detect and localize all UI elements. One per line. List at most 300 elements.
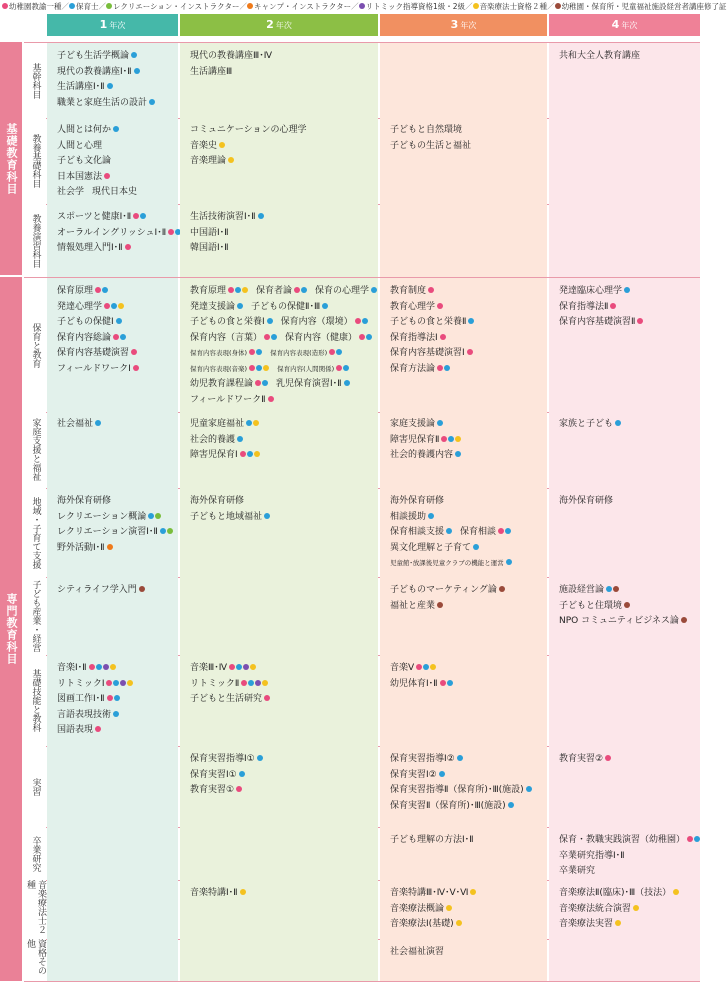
music-therapy-dot-icon [110,664,116,670]
nursery-dot-icon [624,287,630,293]
row-jisshu [24,746,700,828]
course-name: コミュニケーションの心理学 [190,125,307,135]
course-line [190,284,372,300]
course-name: 保育実習Ⅰ② [390,769,437,780]
cell-year-3 [380,939,547,981]
nursery-dot-icon [235,287,241,293]
nursery-dot-icon [256,349,262,355]
nursery-dot-icon [526,786,532,792]
course-line [57,692,172,708]
nursery-dot-icon [428,513,434,519]
legend-item [69,2,99,11]
course-name: 教育心理学 [390,301,436,312]
course-line [390,599,541,615]
childcare-admin-dot-icon [139,586,145,592]
course-line [559,300,694,316]
course-name: 保育方法論 [390,363,436,374]
course-name: 生活講座Ⅲ [190,66,233,77]
course-line [390,494,541,510]
course-name: 海外保育研修 [559,496,614,506]
course-name: 社会学 [57,187,85,197]
row-label: 教養演習科目 [24,204,46,277]
cell-year-2 [180,746,378,827]
nursery-dot-icon [95,420,101,426]
course-line [390,433,541,449]
row-katei-fukushi [24,411,700,489]
course-name: 中国語Ⅰ･Ⅱ [190,227,229,238]
childcare-admin-dot-icon [613,586,619,592]
course-line [390,525,541,541]
course-name: 人間とは何か [57,125,112,135]
course-name: 海外保育研修 [57,496,112,506]
course-line [390,510,541,526]
course-line [390,362,541,378]
kindergarten-dot-icon [440,334,446,340]
nursery-dot-icon [140,213,146,219]
nursery-dot-icon [506,559,512,565]
kindergarten-dot-icon [329,349,335,355]
nursery-dot-icon [257,755,263,761]
cell-year-2 [180,117,378,204]
course-line [190,433,372,449]
cell-year-3 [380,488,547,577]
kindergarten-dot-icon [498,528,504,534]
course-name: 韓国語Ⅰ･Ⅱ [190,243,229,253]
course-name: 幼児体育Ⅰ･Ⅱ [390,678,438,689]
kindergarten-dot-icon [104,303,110,309]
cell-year-2 [180,488,378,577]
course-name: 乳児保育演習Ⅰ･Ⅱ [276,379,342,389]
nursery-dot-icon [248,680,254,686]
course-line [57,346,172,362]
music-therapy-dot-icon [633,905,639,911]
course-line [559,833,694,849]
music-therapy-dot-icon [250,664,256,670]
course-name: 保育指導法Ⅰ [390,332,438,343]
kindergarten-dot-icon [605,755,611,761]
course-name: 音楽特講Ⅰ･Ⅱ [190,888,238,898]
music-therapy-dot-icon [228,157,234,163]
nursery-dot-icon [256,365,262,371]
nursery-dot-icon [264,513,270,519]
nursery-dot-icon [508,802,514,808]
row-label: 保育と教育 [24,278,46,412]
nursery-dot-icon [113,126,119,132]
nursery-dot-icon [448,436,454,442]
row-label: 地域・子育て支援 [24,488,46,577]
row-kyoyo-enshu [24,204,700,278]
camp-dot-icon [247,3,253,9]
cell-year-1 [47,204,178,277]
cell-year-2 [180,204,378,277]
cell-year-3 [380,880,547,939]
music-therapy-dot-icon [473,3,479,9]
childcare-admin-dot-icon [437,602,443,608]
course-name: 日本国憲法 [57,171,103,182]
course-line [559,599,694,615]
kindergarten-dot-icon [240,451,246,457]
course-name: 教育制度 [390,286,427,296]
course-line [190,377,372,393]
course-line [390,768,541,784]
music-therapy-dot-icon [455,436,461,442]
course-line [559,417,694,433]
kindergarten-dot-icon [228,287,234,293]
row-hoiku-kyoiku [24,277,700,413]
course-line [190,123,372,139]
course-name: 海外保育研修 [190,496,245,506]
cell-year-1 [47,939,178,981]
course-line [390,331,541,347]
course-line [190,300,372,316]
course-name: フィールドワークⅠ [57,363,131,374]
year-1-header: 1 年次 [47,14,178,36]
course-name: 教育原理 [190,286,227,296]
course-line [190,346,372,362]
course-name: 児童館･放課後児童クラブの機能と運営 [390,559,504,567]
kindergarten-dot-icon [95,726,101,732]
course-line [559,752,694,768]
legend-item [473,2,548,11]
legend-item [359,2,465,11]
course-name: 音楽理論 [190,156,227,166]
nursery-dot-icon [366,334,372,340]
row-label: 卒業研究 [24,827,46,880]
course-name: 保育内容表現(身体) [190,349,248,357]
kindergarten-dot-icon [249,349,255,355]
kindergarten-dot-icon [241,680,247,686]
cell-year-1 [47,577,178,655]
course-line [390,417,541,433]
category-kiso: 基礎教育科目 [0,42,22,275]
course-line [190,362,372,378]
course-name: 人間と心理 [57,140,103,151]
nursery-dot-icon [437,420,443,426]
course-line [57,541,172,557]
recreation-dot-icon [167,528,173,534]
course-line [390,945,541,961]
rhythmic-dot-icon [103,664,109,670]
course-name: 教育実習① [190,785,235,795]
cell-year-2 [180,278,378,412]
course-line [559,886,694,902]
course-name: 保育実習Ⅱ（保育所)･Ⅲ(施設) [390,800,506,811]
course-name: 情報処理入門Ⅰ･Ⅱ [57,243,123,253]
course-line [390,583,541,599]
nursery-dot-icon [267,318,273,324]
course-name: 音楽特講Ⅲ･Ⅳ･Ⅴ･Ⅵ [390,888,469,898]
course-line [190,448,372,464]
kindergarten-dot-icon [2,3,8,9]
course-name: 社会福祉 [57,419,94,429]
legend-label: 幼稚園・保育所・児童福祉施設経営者講座修了証 [561,2,727,11]
course-name: 音楽史 [190,140,218,151]
course-name: 発達臨床心理学 [559,286,623,296]
cell-year-3 [380,278,547,412]
course-line [57,677,172,693]
course-name: 音楽療法実習 [559,919,614,929]
course-name: 現代の教養講座Ⅲ･Ⅳ [190,51,273,61]
row-shikaku-sonota [24,939,700,982]
row-kodomo-sangyo [24,577,700,656]
course-name: 子ども理解の方法Ⅰ･Ⅱ [390,835,474,845]
legend-item [2,2,62,11]
music-therapy-dot-icon [263,365,269,371]
row-label: 資格その他 [24,939,46,981]
course-line [57,154,172,170]
course-name: 保育の心理学 [315,286,370,296]
course-name: 子どもと生活研究 [190,694,263,704]
course-line [190,677,372,693]
course-name: NPO コミュニティビジネス論 [559,616,679,626]
course-line [559,284,694,300]
kindergarten-dot-icon [125,244,131,250]
course-name: 職業と家庭生活の設計 [57,97,148,108]
kindergarten-dot-icon [236,786,242,792]
music-therapy-dot-icon [118,303,124,309]
cell-year-3 [380,577,547,655]
row-kikan [24,42,700,119]
course-name: 児童家庭福祉 [190,419,245,429]
legend-label: リトミック指導資格1級・2級 [365,2,466,11]
kindergarten-dot-icon [440,680,446,686]
course-name: フィールドワークⅡ [190,394,266,405]
course-name: 子どもと自然環境 [390,125,463,135]
course-line [190,510,372,526]
course-name: 卒業研究 [559,866,596,876]
course-line [390,833,541,849]
legend-label: 音楽療法士資格２種 [479,2,548,11]
course-line [390,315,541,331]
course-line [390,448,541,464]
cell-year-4 [549,117,700,204]
kindergarten-dot-icon [133,213,139,219]
course-line [390,886,541,902]
course-name: 子どもと地域福祉 [190,511,263,522]
nursery-dot-icon [114,695,120,701]
cell-year-4 [549,204,700,277]
course-name: 相談援助 [390,511,427,522]
course-name: 障害児保育Ⅰ [190,450,238,460]
row-sotsugyo-kenkyu [24,827,700,881]
cell-year-4 [549,278,700,412]
nursery-dot-icon [247,451,253,457]
legend-label: キャンプ・インストラクター [254,2,352,11]
course-name: 現代の教養講座Ⅰ･Ⅱ [57,66,132,77]
course-name: 保育内容総論 [57,332,112,343]
cell-year-3 [380,746,547,827]
course-line [57,284,172,300]
course-name: リトミックⅡ [190,678,240,689]
course-line [57,210,172,226]
course-line [57,525,172,541]
nursery-dot-icon [447,680,453,686]
course-name: 音楽療法Ⅱ(臨床)･Ⅲ（技法） [559,888,672,898]
course-line [390,139,541,155]
music-therapy-dot-icon [470,889,476,895]
cell-year-4 [549,746,700,827]
recreation-dot-icon [106,3,112,9]
course-name: 保育実習指導Ⅰ① [190,754,255,764]
course-name: 社会的養護内容 [390,450,454,460]
nursery-dot-icon [239,771,245,777]
music-therapy-dot-icon [446,905,452,911]
course-name: 子どもの食と栄養Ⅱ [390,317,467,327]
music-therapy-dot-icon [127,680,133,686]
nursery-dot-icon [606,586,612,592]
course-name: 保育内容基礎演習 [57,348,130,358]
nursery-dot-icon [444,365,450,371]
course-line [190,393,372,409]
nursery-dot-icon [113,711,119,717]
course-line [390,556,541,572]
course-line [57,300,172,316]
legend-item [247,2,351,11]
course-line [390,123,541,139]
course-name: 教育実習② [559,754,604,764]
kindergarten-dot-icon [104,173,110,179]
nursery-dot-icon [102,287,108,293]
nursery-dot-icon [271,334,277,340]
course-line [390,284,541,300]
legend: 幼稚園教諭一種／ 保育士／ レクリエーション・インストラクター／ キャンプ・インストラクター／ リトミック指導資格1級・2級／ 音楽療法士資格２種／ 幼稚園・保育所・児童福祉施設経営者講座修了証 [2,1,698,13]
course-line [57,123,172,139]
cell-year-1 [47,411,178,488]
childcare-admin-dot-icon [624,602,630,608]
course-name: 保育相談支援 [390,527,445,537]
row-label: 音楽療法士２種 [24,880,46,939]
course-line [190,417,372,433]
course-name: 保育内容（環境） [280,317,353,327]
course-name: 保育実習Ⅰ① [190,769,237,780]
course-name: 子どものマーケティング論 [390,585,497,595]
year-2-header: 2 年次 [180,14,378,36]
course-name: 音楽療法概論 [390,903,445,914]
course-name: 社会福祉演習 [390,947,445,957]
nursery-dot-icon [455,451,461,457]
course-name: 音楽Ⅰ･Ⅱ [57,663,87,673]
cell-year-3 [380,411,547,488]
nursery-dot-icon [336,349,342,355]
course-line [190,661,372,677]
kindergarten-dot-icon [113,334,119,340]
nursery-dot-icon [615,420,621,426]
course-line [559,849,694,865]
course-name: 子どもと住環境 [559,600,623,611]
cell-year-1 [47,880,178,939]
music-therapy-dot-icon [253,420,259,426]
music-therapy-dot-icon [242,287,248,293]
nursery-dot-icon [246,420,252,426]
course-name: 子どもの保健Ⅰ [57,317,114,327]
course-name: リトミックⅠ [57,678,105,689]
course-name: 発達心理学 [57,301,103,312]
course-line [57,315,172,331]
course-line [559,49,694,65]
course-name: 保育指導法Ⅱ [559,301,609,312]
course-name: 福祉と産業 [390,600,436,611]
kindergarten-dot-icon [168,229,174,235]
course-name: 保育内容(人間関係) [277,364,335,373]
nursery-dot-icon [371,287,377,293]
cell-year-2 [180,939,378,981]
course-name: 発達支援論 [190,301,236,312]
course-name: 図画工作Ⅰ･Ⅱ [57,694,105,704]
nursery-dot-icon [69,3,75,9]
course-line [390,677,541,693]
cell-year-1 [47,278,178,412]
nursery-dot-icon [439,771,445,777]
course-name: 保育内容基礎演習Ⅰ [390,348,465,358]
course-name: 保育内容（健康） [285,332,358,343]
nursery-dot-icon [237,303,243,309]
course-name: 音楽療法Ⅰ(基礎) [390,919,454,929]
nursery-dot-icon [107,83,113,89]
nursery-dot-icon [148,513,154,519]
cell-year-2 [180,655,378,746]
kindergarten-dot-icon [268,396,274,402]
row-label: 実習 [24,746,46,827]
kindergarten-dot-icon [428,287,434,293]
course-name: 社会的養護 [190,434,236,445]
course-line [390,783,541,799]
music-therapy-dot-icon [219,142,225,148]
cell-year-4 [549,411,700,488]
rhythmic-dot-icon [255,680,261,686]
cell-year-3 [380,655,547,746]
kindergarten-dot-icon [359,334,365,340]
cell-year-4 [549,577,700,655]
course-line [57,583,172,599]
nursery-dot-icon [120,334,126,340]
course-line [390,541,541,557]
course-line [390,752,541,768]
course-name: 障害児保育Ⅱ [390,434,440,445]
cell-year-3 [380,204,547,277]
course-name: 異文化理解と子育て [390,542,472,553]
kindergarten-dot-icon [89,664,95,670]
row-kiso-gino [24,655,700,747]
nursery-dot-icon [344,380,350,386]
row-ongaku-ryoho [24,880,700,940]
cell-year-1 [47,117,178,204]
course-line [559,902,694,918]
course-line [57,185,172,201]
course-name: 保育内容（言葉） [190,332,263,343]
cell-year-3 [380,827,547,880]
course-line [190,49,372,65]
course-line [57,241,172,257]
childcare-admin-dot-icon [499,586,505,592]
legend-label: 保育士 [76,2,99,11]
course-line [57,226,172,242]
cell-year-3 [380,43,547,118]
rhythmic-dot-icon [359,3,365,9]
course-line [57,170,172,186]
year-3-header: 3 年次 [380,14,547,36]
cell-year-2 [180,827,378,880]
rhythmic-dot-icon [120,680,126,686]
course-name: 国語表現 [57,725,94,735]
row-kyoyo-kiso [24,117,700,205]
cell-year-1 [47,827,178,880]
course-name: 保育実習指導Ⅰ② [390,754,455,764]
kindergarten-dot-icon [437,303,443,309]
recreation-dot-icon [155,513,161,519]
course-name: 子どもの食と栄養Ⅰ [190,317,265,327]
course-name: 生活講座Ⅰ･Ⅱ [57,82,105,92]
kindergarten-dot-icon [264,695,270,701]
